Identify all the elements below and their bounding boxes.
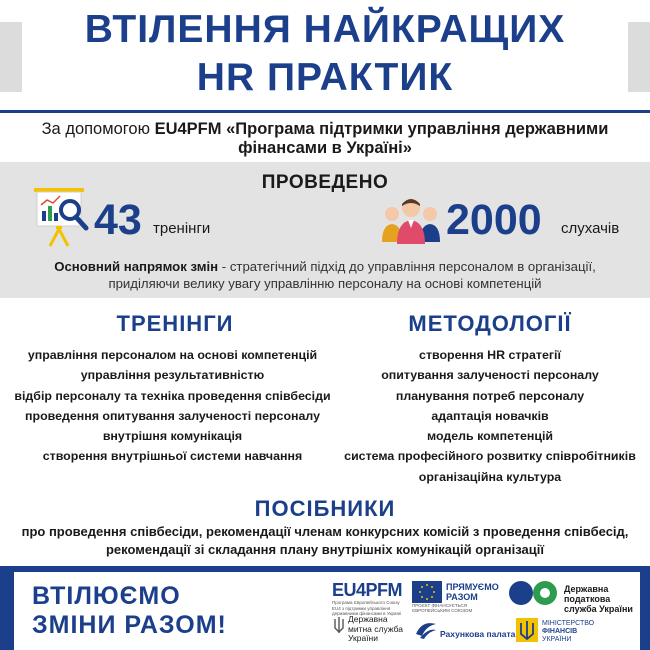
accounting-chamber-icon bbox=[414, 618, 438, 640]
customs-line-1: Державна bbox=[348, 614, 388, 624]
trainings-count: 43 bbox=[94, 196, 142, 244]
people-group-icon bbox=[380, 194, 442, 244]
eu4pfm-logo: EU4PFM bbox=[332, 580, 403, 600]
title-line-2: HR ПРАКТИК bbox=[196, 56, 454, 99]
customs-line-3: України bbox=[348, 633, 378, 643]
trainings-title: ТРЕНІНГИ bbox=[116, 311, 234, 336]
slogan-line-1: ВТІЛЮЄМО bbox=[32, 582, 181, 610]
pryamue-line-1: ПРЯМУЄМО bbox=[446, 582, 499, 592]
footer-panel bbox=[14, 572, 640, 650]
minfin-logo bbox=[542, 620, 594, 644]
decorative-bar-right bbox=[628, 22, 650, 92]
list-item: проведення опитування залученості персоналу bbox=[25, 408, 320, 423]
list-item: адаптація новачків bbox=[431, 408, 549, 423]
tax-service-line-1: Державна bbox=[564, 584, 609, 594]
guides-description bbox=[10, 523, 640, 559]
list-item: організаційна культура bbox=[418, 469, 562, 484]
tax-service-logo-icon bbox=[508, 580, 560, 606]
footer bbox=[0, 566, 650, 650]
presentation-chart-icon bbox=[30, 186, 92, 250]
methodologies-list bbox=[330, 345, 650, 487]
decorative-bar-left bbox=[0, 22, 22, 92]
list-item: модель компетенцій bbox=[426, 429, 554, 444]
list-item: система професійного розвитку співробітників bbox=[344, 449, 636, 464]
list-item: відбір персоналу та техніка проведення співбесіди bbox=[14, 388, 331, 403]
tax-service-logo bbox=[564, 584, 633, 614]
stats-heading: ПРОВЕДЕНО bbox=[261, 172, 389, 193]
trainings-label: тренінги bbox=[153, 220, 211, 237]
trident-icon bbox=[334, 616, 344, 634]
title-line-1: ВТІЛЕННЯ НАЙКРАЩИХ bbox=[84, 8, 566, 51]
guides-line-1: про проведення співбесіди, рекомендації членам конкурсних комісій з проведення співбесід, bbox=[21, 524, 629, 539]
list-item: планування потреб персоналу bbox=[395, 388, 585, 403]
pryamue-line-2: РАЗОМ bbox=[446, 592, 478, 602]
subtitle-prefix: За допомогою bbox=[41, 120, 155, 138]
methodologies-title: МЕТОДОЛОГІЇ bbox=[408, 311, 572, 336]
focus-text: - стратегічний підхід до управління персоналом в організації, приділяючи велику увагу управлінню персоналу на основі компетенцій bbox=[108, 259, 596, 291]
guides-line-2: рекомендації зі складання плану внутрішніх комунікацій організації bbox=[105, 542, 545, 557]
tax-service-line-3: служба України bbox=[564, 604, 633, 614]
list-item: управління персоналом на основі компетенцій bbox=[27, 348, 318, 362]
slogan-line-2: ЗМІНИ РАЗОМ! bbox=[32, 611, 227, 639]
minfin-line-1: МІНІСТЕРСТВО bbox=[542, 620, 595, 627]
list-item: внутрішня комунікація bbox=[102, 429, 243, 444]
focus-description bbox=[20, 258, 630, 292]
listeners-label: слухачів bbox=[561, 220, 620, 237]
customs-line-2: митна служба bbox=[348, 623, 404, 634]
focus-bold: Основний напрямок змін bbox=[54, 259, 219, 274]
header bbox=[0, 0, 650, 110]
accounting-chamber-logo: Рахункова палата bbox=[440, 629, 516, 639]
list-item: управління результативністю bbox=[80, 368, 265, 383]
minfin-line-2: ФІНАНСІВ bbox=[542, 628, 578, 635]
minfin-trident-icon bbox=[516, 618, 538, 642]
subtitle-program: EU4PFM «Програма підтримки управління державними фінансами в Україні» bbox=[154, 120, 609, 157]
eu4pfm-logo-subtitle: Програма Європейського Союзу EU4 з підтримки управління державними фінансами в Україні bbox=[332, 600, 402, 616]
pryamue-logo-subtitle: ПРОЄКТ ФІНАНСУЄТЬСЯ ЄВРОПЕЙСЬКИМ СОЮЗОМ bbox=[412, 603, 473, 613]
customs-logo bbox=[348, 615, 403, 644]
listeners-count: 2000 bbox=[446, 196, 542, 244]
title-divider bbox=[0, 110, 650, 113]
list-item: опитування залученості персоналу bbox=[381, 368, 599, 383]
list-item: створення внутрішньої системи навчання bbox=[42, 449, 303, 464]
pryamue-logo bbox=[446, 582, 499, 602]
stats-panel bbox=[0, 162, 650, 298]
list-item: створення HR стратегії bbox=[419, 348, 561, 362]
minfin-line-3: УКРАЇНИ bbox=[542, 636, 572, 643]
trainings-list bbox=[0, 345, 345, 467]
guides-title: ПОСІБНИКИ bbox=[254, 496, 396, 521]
slogan bbox=[32, 582, 302, 640]
subtitle bbox=[20, 120, 630, 158]
tax-service-line-2: податкова bbox=[564, 594, 611, 604]
page-title bbox=[40, 6, 610, 102]
